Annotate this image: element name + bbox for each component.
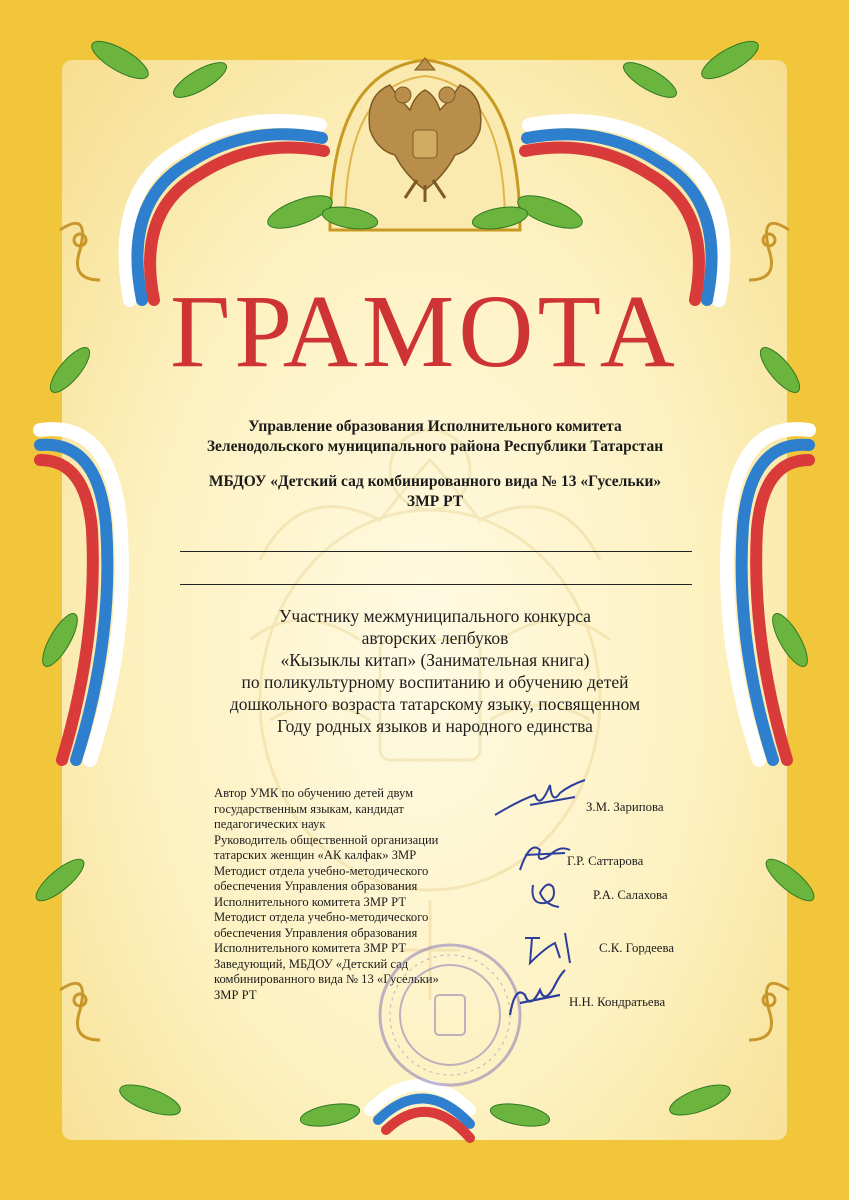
signer-role-line: обеспечения Управления образования	[214, 925, 418, 940]
signer-role-line: Заведующий, МБДОУ «Детский сад	[214, 956, 409, 971]
signer-name: Н.Н. Кондратьева	[569, 995, 666, 1009]
signature-salahova	[525, 875, 565, 915]
certificate-title: ГРАМОТА	[170, 274, 679, 389]
signer-name: С.К. Гордеева	[599, 941, 674, 955]
issuer-line: Зеленодольского муниципального района Республики Татарстан	[206, 438, 664, 455]
signer-role-line: государственным языкам, кандидат	[214, 801, 404, 816]
signer-name: Г.Р. Саттарова	[567, 854, 644, 868]
description-line: «Кызыклы китап» (Занимательная книга)	[280, 650, 590, 670]
issuer-block	[150, 417, 720, 457]
signer-role-line: Методист отдела учебно-методического	[214, 863, 429, 878]
signature-gordeeva	[520, 928, 580, 968]
description-line: дошкольного возраста татарскому языку, посвященном	[229, 694, 641, 714]
signer-role-line: татарских женщин «АК калфак» ЗМР	[214, 848, 417, 862]
recipient-name-line	[180, 551, 692, 552]
institution-line: ЗМР РТ	[406, 493, 464, 510]
signer-role-line: Исполнительного комитета ЗМР РТ	[214, 941, 407, 955]
award-description	[150, 605, 720, 737]
signer-role-line: ЗМР РТ	[214, 987, 257, 1002]
signer-role-line: Автор УМК по обучению детей двум	[214, 786, 414, 800]
signer-role-line: комбинированного вида № 13 «Гусельки»	[214, 972, 439, 986]
signer-role-line: Руководитель общественной организации	[214, 832, 439, 847]
description-line: по поликультурному воспитанию и обучению детей	[241, 672, 629, 692]
signature-zaripova	[490, 775, 590, 825]
issuer-line: Управление образования Исполнительного комитета	[248, 418, 622, 435]
signer-name: З.М. Зарипова	[586, 800, 664, 814]
institution-block	[150, 472, 720, 512]
signer-name: Р.А. Салахова	[593, 888, 668, 902]
signer-role-line: Исполнительного комитета ЗМР РТ	[214, 894, 407, 909]
signer-role-line: обеспечения Управления образования	[214, 879, 418, 893]
description-line: Году родных языков и народного единства	[277, 716, 593, 736]
signer-role-line: Методист отдела учебно-методического	[214, 910, 429, 924]
description-line: авторских лепбуков	[361, 628, 509, 648]
signer-role-line: педагогических наук	[214, 817, 326, 831]
institution-line: МБДОУ «Детский сад комбинированного вида № 13 «Гусельки»	[208, 473, 662, 490]
signature-kondratieva	[500, 965, 570, 1025]
signature-sattarova	[515, 835, 575, 875]
description-line: Участнику межмуниципального конкурса	[279, 606, 591, 626]
recipient-name-line	[180, 584, 692, 585]
